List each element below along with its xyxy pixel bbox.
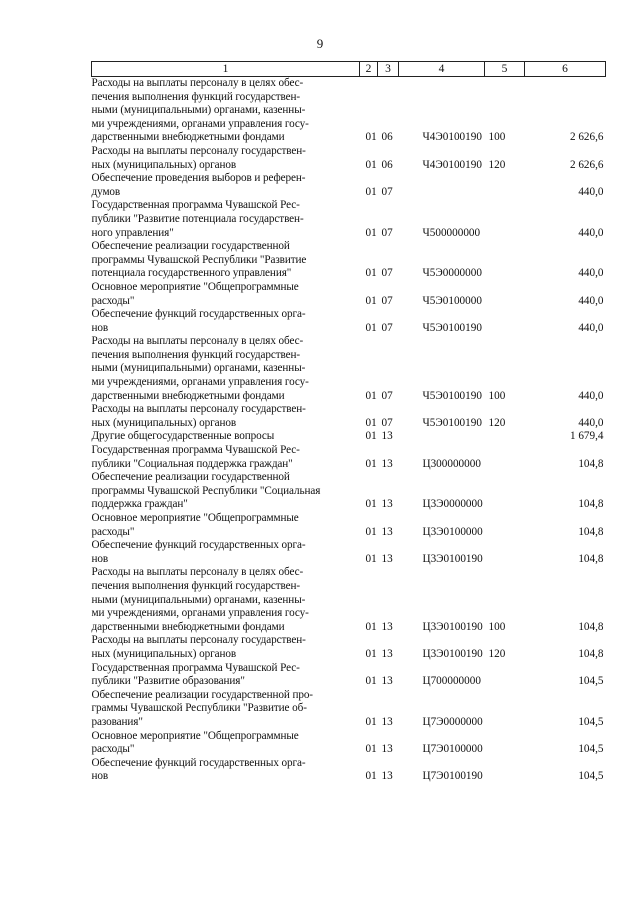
row-expense-type: 100 <box>488 620 506 633</box>
row-expense-type <box>485 444 525 471</box>
row-name <box>92 240 360 281</box>
row-amount: 440,0 <box>578 416 604 429</box>
row-amount: 104,5 <box>578 715 604 728</box>
row-amount: 104,8 <box>578 498 604 511</box>
row-name-line: Расходы на выплаты персоналу в целях обес- <box>91 77 304 89</box>
row-target-code: Ц3Э0100000 <box>422 525 483 538</box>
row-expense-type <box>485 539 525 566</box>
row-name <box>92 199 360 240</box>
row-section: 01 <box>365 158 377 171</box>
row-amount: 104,8 <box>578 457 604 470</box>
row-subsection: 13 <box>381 647 393 660</box>
row-section: 01 <box>365 647 377 660</box>
row-name <box>92 634 360 661</box>
row-target-code: Ц700000000 <box>422 675 481 688</box>
row-expense-type: 120 <box>488 416 506 429</box>
row-section: 01 <box>365 416 377 429</box>
row-name-line: ми учреждениями, органами управления госу- <box>91 607 309 620</box>
row-name-line: Обеспечение функций государственных орга- <box>91 756 306 769</box>
table-row <box>92 444 606 471</box>
row-amount: 440,0 <box>578 226 604 239</box>
row-name-line: разования" <box>91 715 143 728</box>
row-target-code <box>399 172 485 199</box>
header-col-1: 1 <box>92 62 360 77</box>
row-name-line: думов <box>91 185 121 198</box>
row-name-line: расходы" <box>91 743 135 756</box>
row-amount: 104,5 <box>578 675 604 688</box>
row-target-code: Ч5Э0100190 <box>422 321 482 334</box>
row-name <box>92 512 360 539</box>
row-name-line: Обеспечение функций государственных орга- <box>91 539 306 552</box>
header-col-5: 5 <box>485 62 525 77</box>
row-name-line: дарственными внебюджетными фондами <box>91 620 285 633</box>
budget-table <box>91 61 606 784</box>
row-name <box>92 539 360 566</box>
row-section: 01 <box>365 226 377 239</box>
table-row <box>92 566 606 634</box>
table-row <box>92 430 606 444</box>
row-expense-type <box>485 240 525 281</box>
table-row <box>92 199 606 240</box>
row-name-line: Обеспечение проведения выборов и референ- <box>91 172 306 185</box>
row-name-line: ных (муниципальных) органов <box>91 416 237 429</box>
row-target-code: Ц300000000 <box>422 457 481 470</box>
row-subsection: 07 <box>381 226 393 239</box>
table-row <box>92 145 606 172</box>
table-row <box>92 77 606 145</box>
row-name <box>92 77 360 145</box>
row-amount: 440,0 <box>578 294 604 307</box>
row-name-line: Расходы на выплаты персоналу государствен- <box>91 403 306 416</box>
row-name <box>92 730 360 757</box>
table-row <box>92 689 606 730</box>
row-expense-type <box>485 308 525 335</box>
row-name-line: Обеспечение реализации государственной <box>91 471 290 484</box>
row-name <box>92 471 360 512</box>
row-subsection: 13 <box>381 552 393 565</box>
row-target-code: Ч4Э0100190 <box>422 158 482 171</box>
row-subsection: 13 <box>381 675 393 688</box>
row-target-code: Ч5Э0100000 <box>422 294 482 307</box>
row-name-line: ного управления" <box>91 226 174 239</box>
row-name-line: нов <box>91 321 109 334</box>
row-subsection: 06 <box>381 131 393 144</box>
row-name-line: Основное мероприятие "Общепрограммные <box>91 512 299 524</box>
row-amount: 1 679,4 <box>569 430 604 443</box>
row-target-code: Ч5Э0100190 <box>422 389 482 402</box>
row-subsection: 07 <box>381 389 393 402</box>
table-row <box>92 471 606 512</box>
row-target-code: Ц7Э0100190 <box>422 770 483 783</box>
table-header <box>92 62 606 77</box>
row-name-line: Другие общегосударственные вопросы <box>91 430 275 443</box>
row-name-line: печения выполнения функций государствен- <box>91 579 301 592</box>
row-subsection: 13 <box>381 715 393 728</box>
row-name-line: расходы" <box>91 294 135 307</box>
header-row <box>92 62 606 77</box>
row-name <box>92 566 360 634</box>
row-section: 01 <box>365 294 377 307</box>
row-name <box>92 403 360 430</box>
row-expense-type <box>485 512 525 539</box>
row-name-line: дарственными внебюджетными фондами <box>91 389 285 402</box>
header-col-2: 2 <box>360 62 378 77</box>
row-expense-type <box>485 662 525 689</box>
row-amount: 104,8 <box>578 647 604 660</box>
row-expense-type <box>485 730 525 757</box>
row-name-line: печения выполнения функций государствен- <box>91 348 301 361</box>
row-target-code <box>399 430 485 444</box>
row-name-line: потенциала государственного управления" <box>91 267 292 280</box>
row-section: 01 <box>365 675 377 688</box>
row-amount: 2 626,6 <box>569 158 604 171</box>
row-amount: 2 626,6 <box>569 131 604 144</box>
row-target-code: Ч5Э0000000 <box>422 267 482 280</box>
row-name-line: Расходы на выплаты персоналу в целях обес- <box>91 566 304 579</box>
row-amount: 104,5 <box>578 770 604 783</box>
table-row <box>92 730 606 757</box>
header-col-4: 4 <box>399 62 485 77</box>
row-amount: 440,0 <box>578 321 604 334</box>
row-subsection: 06 <box>381 158 393 171</box>
row-name-line: ми учреждениями, органами управления госу- <box>91 376 309 389</box>
row-subsection: 13 <box>381 743 393 756</box>
row-subsection: 13 <box>381 770 393 783</box>
row-name-line: Государственная программа Чувашской Рес- <box>91 444 300 457</box>
table-row <box>92 172 606 199</box>
row-name <box>92 172 360 199</box>
row-name-line: дарственными внебюджетными фондами <box>91 131 285 144</box>
row-target-code: Ц3Э0100190 <box>422 552 483 565</box>
row-name-line: расходы" <box>91 525 135 538</box>
row-section: 01 <box>365 715 377 728</box>
row-name <box>92 444 360 471</box>
row-amount: 440,0 <box>578 267 604 280</box>
row-target-code: Ч500000000 <box>422 226 481 239</box>
row-expense-type: 120 <box>488 158 506 171</box>
row-target-code: Ц7Э0100000 <box>422 743 483 756</box>
table-row <box>92 539 606 566</box>
row-name <box>92 281 360 308</box>
row-name-line: программы Чувашской Республики "Развитие <box>91 253 307 266</box>
row-amount: 104,8 <box>578 552 604 565</box>
row-name-line: Государственная программа Чувашской Рес- <box>91 661 300 674</box>
row-expense-type <box>485 430 525 444</box>
row-amount: 104,8 <box>578 620 604 633</box>
header-col-6: 6 <box>525 62 606 77</box>
row-amount: 104,8 <box>578 525 604 538</box>
row-amount: 440,0 <box>578 389 604 402</box>
row-name-line: Расходы на выплаты персоналу в целях обес- <box>91 335 304 348</box>
row-subsection: 07 <box>381 185 393 198</box>
row-section: 01 <box>365 620 377 633</box>
row-name-line: нов <box>91 552 109 565</box>
row-name-line: Обеспечение реализации государственной <box>91 240 290 253</box>
row-target-code: Ц7Э0000000 <box>422 715 483 728</box>
row-name <box>92 335 360 403</box>
row-name-line: Обеспечение функций государственных орга- <box>91 308 306 321</box>
row-target-code: Ц3Э0100190 <box>422 620 483 633</box>
row-name-line: Основное мероприятие "Общепрограммные <box>91 729 299 742</box>
row-name-line: публики "Развитие потенциала государствен- <box>91 212 304 225</box>
row-name-line: ных (муниципальных) органов <box>91 647 237 660</box>
page-number: 9 <box>316 36 324 51</box>
row-section: 01 <box>365 131 377 144</box>
row-subsection: 13 <box>381 620 393 633</box>
row-section: 01 <box>365 457 377 470</box>
row-target-code: Ц3Э0100190 <box>422 647 483 660</box>
row-section: 01 <box>365 770 377 783</box>
row-subsection: 13 <box>381 457 393 470</box>
row-subsection: 13 <box>381 525 393 538</box>
header-col-3: 3 <box>378 62 399 77</box>
row-section: 01 <box>365 525 377 538</box>
row-amount: 440,0 <box>578 185 604 198</box>
row-section: 01 <box>365 552 377 565</box>
row-subsection: 07 <box>381 416 393 429</box>
table-row <box>92 308 606 335</box>
row-target-code: Ц3Э0000000 <box>422 498 483 511</box>
row-section: 01 <box>365 743 377 756</box>
table-row <box>92 240 606 281</box>
row-expense-type <box>485 172 525 199</box>
row-subsection: 13 <box>381 498 393 511</box>
row-name-line: ми учреждениями, органами управления госу- <box>91 117 309 130</box>
row-name-line: граммы Чувашской Республики "Развитие об- <box>91 702 307 715</box>
row-name-line: нов <box>91 770 109 783</box>
table-row <box>92 281 606 308</box>
row-name-line: ными (муниципальными) органами, казенны- <box>91 593 306 606</box>
row-subsection: 07 <box>381 267 393 280</box>
row-target-code: Ч4Э0100190 <box>422 131 482 144</box>
row-name-line: программы Чувашской Республики "Социальная <box>91 484 321 497</box>
row-name <box>92 689 360 730</box>
row-section: 01 <box>365 389 377 402</box>
table-row <box>92 634 606 661</box>
row-name-line: Государственная программа Чувашской Рес- <box>91 199 300 212</box>
row-subsection: 13 <box>381 430 393 443</box>
row-name-line: ных (муниципальных) органов <box>91 158 237 171</box>
row-name <box>92 308 360 335</box>
row-section: 01 <box>365 430 377 443</box>
table-row <box>92 662 606 689</box>
row-subsection: 07 <box>381 321 393 334</box>
row-section: 01 <box>365 498 377 511</box>
row-amount: 104,5 <box>578 743 604 756</box>
row-name-line: Основное мероприятие "Общепрограммные <box>91 280 299 293</box>
row-expense-type <box>485 199 525 240</box>
row-name <box>92 430 360 444</box>
row-section: 01 <box>365 185 377 198</box>
row-expense-type: 100 <box>488 389 506 402</box>
row-expense-type <box>485 757 525 784</box>
row-name-line: поддержка граждан" <box>91 498 188 511</box>
row-target-code: Ч5Э0100190 <box>422 416 482 429</box>
table-row <box>92 757 606 784</box>
table-row <box>92 403 606 430</box>
row-section: 01 <box>365 321 377 334</box>
row-name-line: ными (муниципальными) органами, казенны- <box>91 104 306 117</box>
table-row <box>92 512 606 539</box>
row-name-line: публики "Развитие образования" <box>91 675 245 688</box>
row-name <box>92 662 360 689</box>
row-name-line: печения выполнения функций государствен- <box>91 90 301 103</box>
row-expense-type: 120 <box>488 647 506 660</box>
row-expense-type: 100 <box>488 131 506 144</box>
table-row <box>92 335 606 403</box>
row-section: 01 <box>365 267 377 280</box>
row-name-line: Расходы на выплаты персоналу государствен- <box>91 634 306 647</box>
table-body <box>92 77 606 784</box>
row-subsection: 07 <box>381 294 393 307</box>
row-expense-type <box>485 281 525 308</box>
row-name-line: Обеспечение реализации государственной про- <box>91 688 313 701</box>
row-name-line: публики "Социальная поддержка граждан" <box>91 457 293 470</box>
row-name-line: Расходы на выплаты персоналу государствен- <box>91 144 306 157</box>
row-expense-type <box>485 471 525 512</box>
row-name <box>92 757 360 784</box>
row-name-line: ными (муниципальными) органами, казенны- <box>91 362 306 375</box>
row-name <box>92 145 360 172</box>
row-expense-type <box>485 689 525 730</box>
